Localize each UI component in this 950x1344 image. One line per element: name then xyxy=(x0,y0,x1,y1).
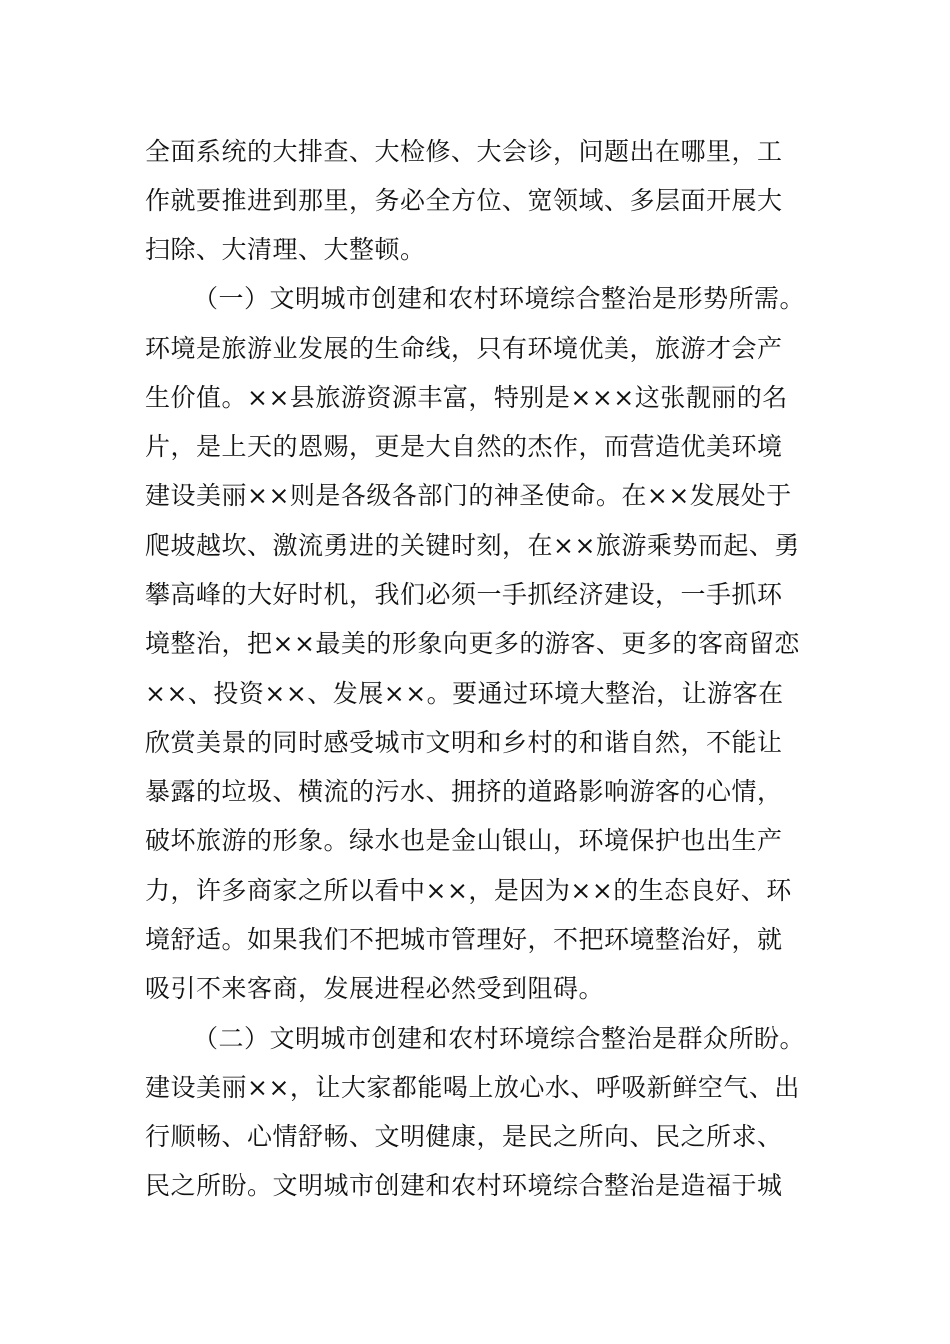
text-line: 力，许多商家之所以看中××，是因为××的生态良好、环 xyxy=(145,876,792,905)
text-line: 扫除、大清理、大整顿。 xyxy=(145,235,426,264)
text-line: 作就要推进到那里，务必全方位、宽领域、多层面开展大 xyxy=(145,186,783,215)
text-line: 暴露的垃圾、横流的污水、拥挤的道路影响游客的心情， xyxy=(145,777,783,806)
text-line: 吸引不来客商，发展进程必然受到阻碍。 xyxy=(145,974,605,1003)
text-line: 爬坡越坎、激流勇进的关键时刻，在××旅游乘势而起、勇 xyxy=(145,531,800,560)
section-heading-1: （一）文明城市创建和农村环境综合整治是形势所需。 xyxy=(193,284,806,313)
text-line: 欣赏美景的同时感受城市文明和乡村的和谐自然，不能让 xyxy=(145,728,783,757)
text-line: 民之所盼。文明城市创建和农村环境综合整治是造福于城 xyxy=(145,1171,783,1200)
text-line: 环境是旅游业发展的生命线，只有环境优美，旅游才会产 xyxy=(145,334,783,363)
section-heading-2: （二）文明城市创建和农村环境综合整治是群众所盼。 xyxy=(193,1024,806,1053)
text-line: 境整治，把××最美的形象向更多的游客、更多的客商留恋 xyxy=(145,629,800,658)
text-line: 建设美丽××，让大家都能喝上放心水、呼吸新鲜空气、出 xyxy=(145,1073,800,1102)
text-line: 全面系统的大排查、大检修、大会诊，问题出在哪里，工 xyxy=(145,137,783,166)
text-line: 建设美丽××则是各级各部门的神圣使命。在××发展处于 xyxy=(145,481,792,510)
text-line: 破坏旅游的形象。绿水也是金山银山，环境保护也出生产 xyxy=(145,826,783,855)
text-line: 生价值。××县旅游资源丰富，特别是×××这张靓丽的名 xyxy=(145,383,788,412)
text-line: 片，是上天的恩赐，更是大自然的杰作，而营造优美环境 xyxy=(145,432,783,461)
text-line: ××、投资××、发展××。要通过环境大整治，让游客在 xyxy=(145,679,784,708)
text-line: 境舒适。如果我们不把城市管理好，不把环境整治好，就 xyxy=(145,925,783,954)
text-line: 行顺畅、心情舒畅、文明健康，是民之所向、民之所求、 xyxy=(145,1122,783,1151)
text-line: 攀高峰的大好时机，我们必须一手抓经济建设，一手抓环 xyxy=(145,580,783,609)
